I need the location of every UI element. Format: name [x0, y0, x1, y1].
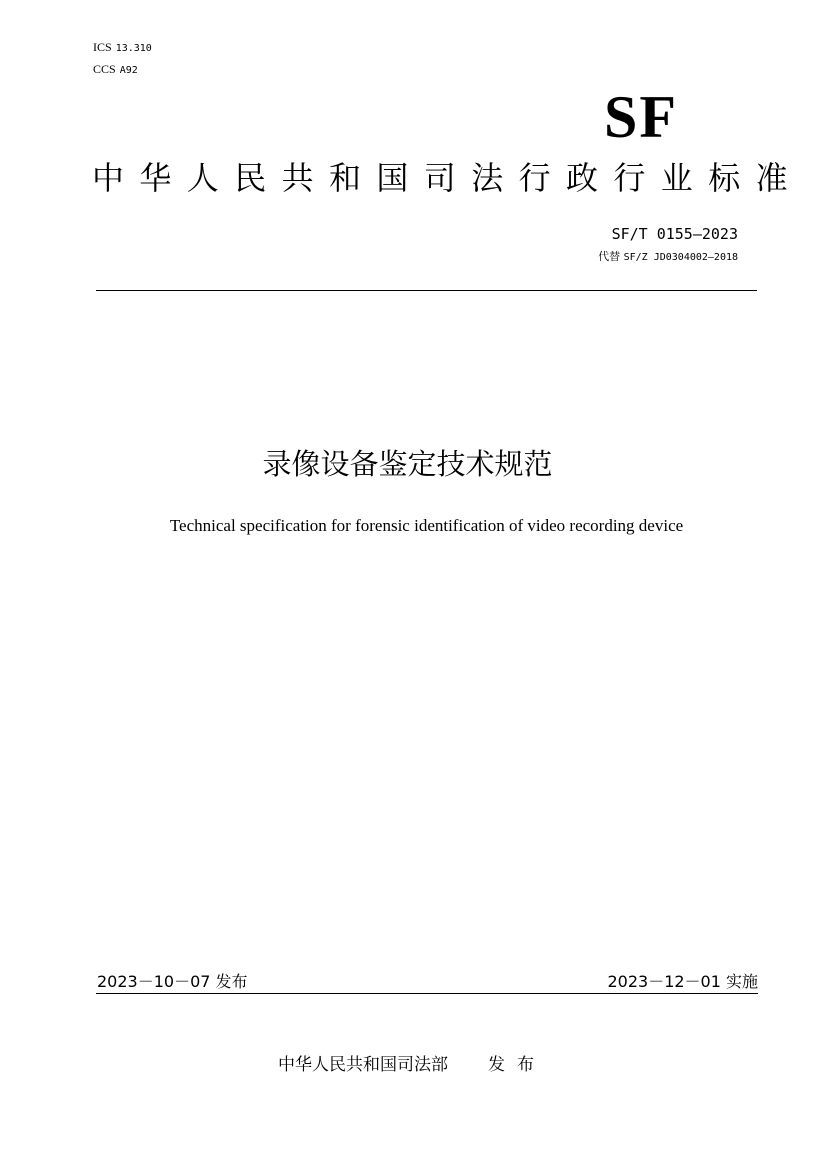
replaces-line	[598, 250, 738, 265]
issuer-line	[278, 1054, 546, 1076]
ccs-value: A92	[119, 65, 138, 76]
ics-code	[93, 40, 152, 56]
issuer-organization: 中华人民共和国司法部	[278, 1055, 448, 1075]
issue-date: 2023－10－07 发布	[97, 972, 248, 991]
ccs-label: CCS	[93, 62, 116, 76]
document-title: 录像设备鉴定技术规范	[262, 447, 553, 481]
standard-category-title: 中华人民共和国司法行政行业标准	[92, 159, 804, 197]
ics-value: 13.310	[115, 43, 152, 54]
ics-label: ICS	[93, 40, 112, 54]
sf-logo: SF	[604, 84, 679, 150]
header-divider	[96, 290, 757, 291]
standard-number: SF/T 0155—2023	[611, 225, 738, 243]
replaces-label: 代替	[598, 250, 621, 263]
footer-divider	[96, 993, 758, 994]
implementation-date: 2023－12－01 实施	[607, 972, 758, 991]
document-title-english: Technical specification for forensic identification of video recording device	[169, 516, 684, 535]
replaces-value: SF/Z JD0304002—2018	[623, 252, 738, 263]
issuer-action: 发布	[488, 1055, 546, 1075]
ccs-code	[93, 62, 138, 78]
